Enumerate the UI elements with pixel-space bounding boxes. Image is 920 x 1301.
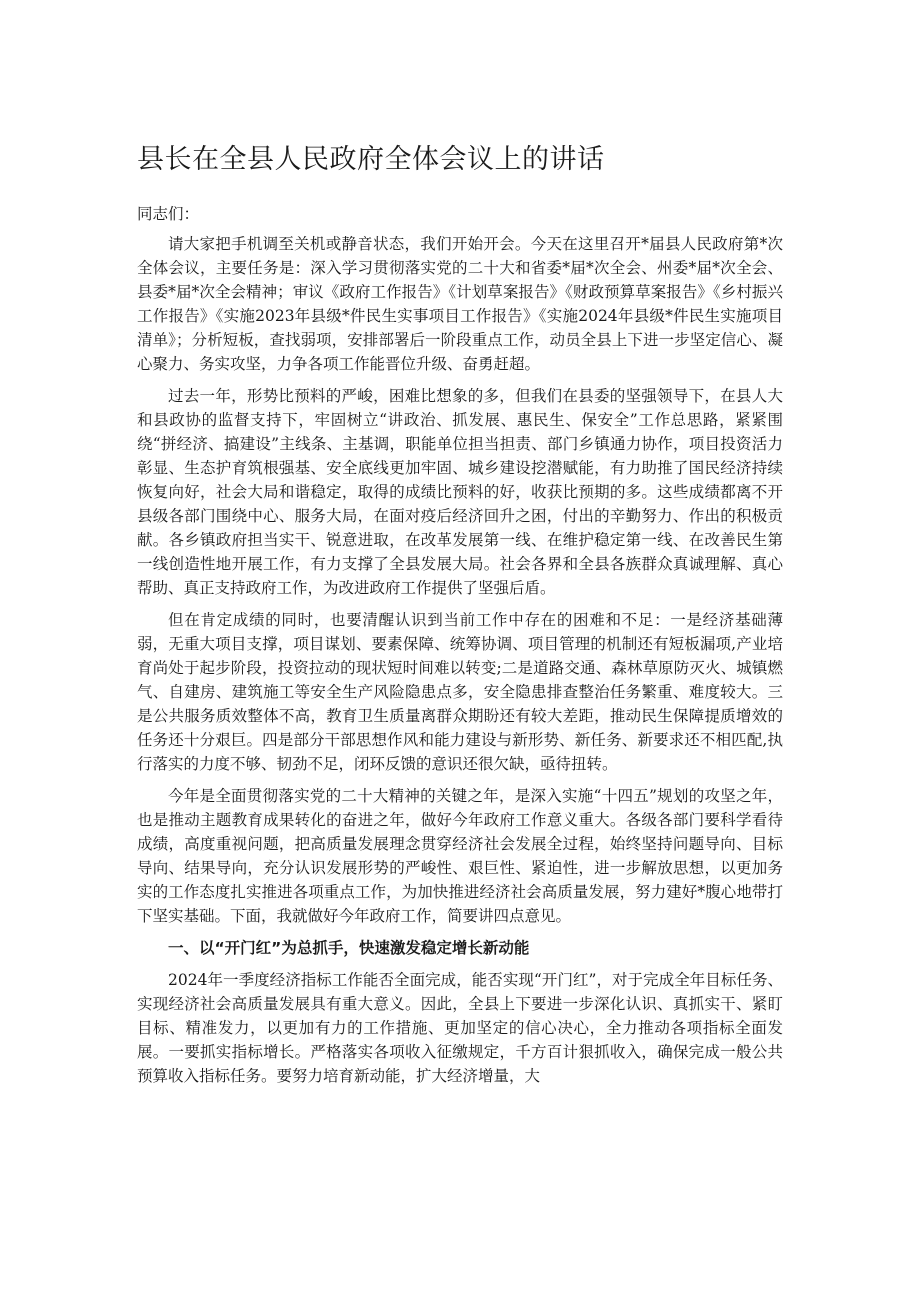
salutation: 同志们：: [137, 205, 200, 223]
paragraph-achievements: 过去一年，形势比预料的严峻，困难比想象的多，但我们在县委的坚强领导下，在县人大和县政协的监督支持下，牢固树立“讲政治、抓发展、惠民生、保安全”工作总思路，紧紧围绕“拼经济、搞建设”主线条、主基调，职能单位担当担责、部门乡镇通力协作，项目投资活力彰显、生态护育筑根强基、安全底线更加牢固、城乡建设挖潜赋能，有力助推了国民经济持续恢复向好，社会大局和谐稳定，取得的成绩比预料的好，收获比预期的多。这些成绩都离不开县级各部门围绕中心、服务大局，在面对疫后经济回升之困，付出的辛勤努力、作出的积极贡献。各乡镇政府担当实干、锐意进取，在改革发展第一线、在维护稳定第一线、在改善民生第一线创造性地开展工作，有力支撑了全县发展大局。社会各界和全县各族群众真诚理解、真心帮助、真正支持政府工作，为改进政府工作提供了坚强后盾。: [137, 387, 783, 597]
section-heading: 一、以“开门红”为总抓手，快速激发稳定增长新动能: [168, 939, 530, 957]
paragraph-outlook: 今年是全面贯彻落实党的二十大精神的关键之年，是深入实施“十四五”规划的攻坚之年，也是推动主题教育成果转化的奋进之年，做好今年政府工作意义重大。各级各部门要科学看待成绩，高度重视问题，把高质量发展理念贯穿经济社会发展全过程，始终坚持问题导向、目标导向、结果导向，充分认识发展形势的严峻性、艰巨性、紧迫性，进一步解放思想，以更加务实的工作态度扎实推进各项重点工作，为加快推进经济社会高质量发展，努力建好*腹心地带打下坚实基础。下面，我就做好今年政府工作，简要讲四点意见。: [137, 787, 783, 925]
paragraph-problems: 但在肯定成绩的同时，也要清醒认识到当前工作中存在的困难和不足：一是经济基础薄弱，无重大项目支撑，项目谋划、要素保障、统筹协调、项目管理的机制还有短板漏项,产业培育尚处于起步阶段，投资拉动的现状短时间难以转变;二是道路交通、森林草原防灭火、城镇燃气、自建房、建筑施工等安全生产风险隐患点多，安全隐患排查整治任务繁重、难度较大。三是公共服务质效整体不高，教育卫生质量离群众期盼还有较大差距，推动民生保障提质增效的任务还十分艰巨。四是部分干部思想作风和能力建设与新形势、新任务、新要求还不相匹配,执行落实的力度不够、韧劲不足，闭环反馈的意识还很欠缺，亟待扭转。: [137, 611, 783, 773]
paragraph-opening: 请大家把手机调至关机或静音状态，我们开始开会。今天在这里召开*届县人民政府第*次全体会议，主要任务是：深入学习贯彻落实党的二十大和省委*届*次全会、州委*届*次全会、县委*届*次全会精神；审议《政府工作报告》《计划草案报告》《财政预算草案报告》《乡村振兴工作报告》《实施2023年县级*件民生实事项目工作报告》《实施2024年县级*件民生实施项目清单》；分析短板，查找弱项，安排部署后一阶段重点工作，动员全县上下进一步坚定信心、凝心聚力、务实攻坚，力争各项工作能晋位升级、奋勇赶超。: [137, 235, 783, 373]
document-title: 县长在全县人民政府全体会议上的讲话: [137, 144, 605, 175]
paragraph-section-one: 2024年一季度经济指标工作能否全面完成，能否实现“开门红”，对于完成全年目标任务、实现经济社会高质量发展具有重大意义。因此，全县上下要进一步深化认识、真抓实干、紧盯目标、精准发力，以更加有力的工作措施、更加坚定的信心决心，全力推动各项指标全面发展。一要抓实指标增长。严格落实各项收入征缴规定，千方百计狠抓收入，确保完成一般公共预算收入指标任务。要努力培育新动能，扩大经济增量，大: [137, 971, 783, 1085]
document-page: [137, 140, 783, 1096]
